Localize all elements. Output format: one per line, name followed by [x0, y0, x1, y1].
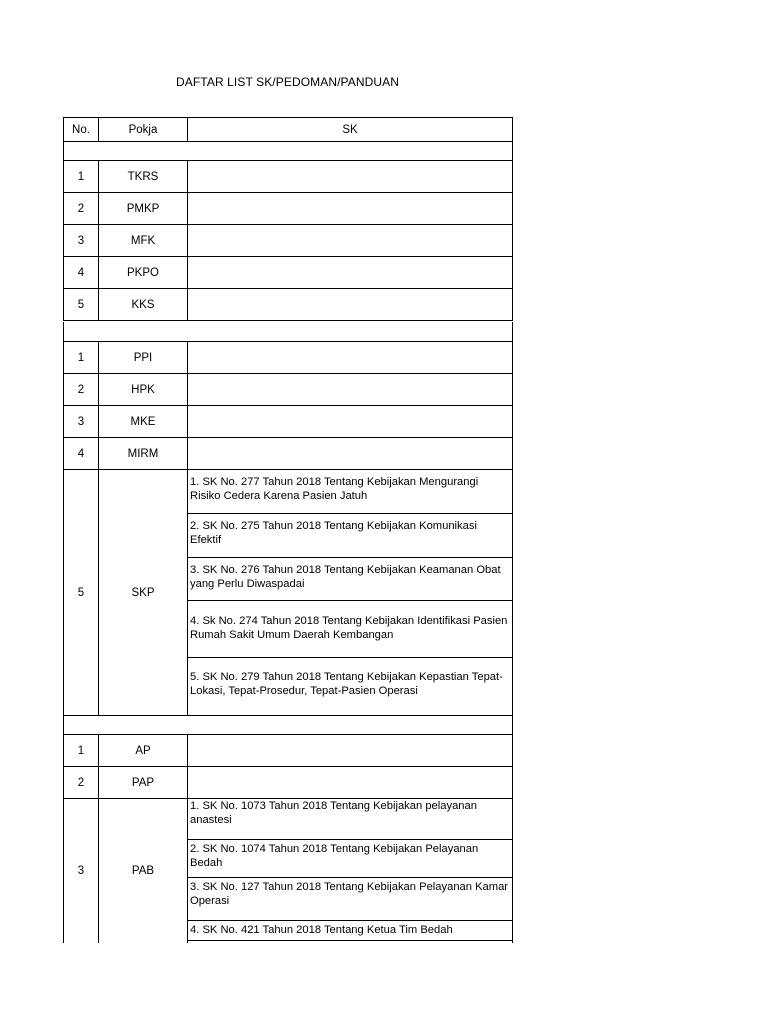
row-no: 4: [64, 438, 99, 469]
row-pokja: KKS: [99, 289, 188, 320]
row-no: 3: [64, 799, 99, 943]
row-no: 5: [64, 289, 99, 320]
row-no: 2: [64, 193, 99, 224]
sk-item: 2. SK No. 275 Tahun 2018 Tentang Kebijakan Komunikasi Efektif: [188, 514, 512, 558]
table-row: [63, 257, 513, 289]
row-no: 3: [64, 225, 99, 256]
sk-item: 1. SK No. 277 Tahun 2018 Tentang Kebijakan Mengurangi Risiko Cedera Karena Pasien Jatuh: [188, 470, 512, 514]
table-row: [63, 767, 513, 799]
row-sk-list: [188, 470, 512, 715]
sk-item: 1. SK No. 1073 Tahun 2018 Tentang Kebijakan pelayanan anastesi: [188, 799, 512, 840]
row-sk-cell: [188, 735, 512, 766]
sk-item: 4. Sk No. 274 Tahun 2018 Tentang Kebijakan Identifikasi Pasien Rumah Sakit Umum Daerah Kembangan: [188, 601, 512, 658]
header-no: No.: [64, 118, 99, 141]
sk-item: 4. SK No. 421 Tahun 2018 Tentang Ketua Tim Bedah: [188, 921, 512, 941]
table-row: [63, 406, 513, 438]
row-sk-cell: [188, 767, 512, 798]
row-no: 1: [64, 161, 99, 192]
row-no: 2: [64, 767, 99, 798]
table-header: [63, 117, 513, 142]
row-sk-cell: [188, 374, 512, 405]
row-sk-cell: [188, 438, 512, 469]
table-row: [63, 193, 513, 225]
header-sk: SK: [342, 123, 358, 136]
row-no: 1: [64, 342, 99, 373]
row-pokja: AP: [99, 735, 188, 766]
row-sk-cell: [188, 342, 512, 373]
group-3: [63, 734, 513, 943]
row-sk-cell: [188, 161, 512, 192]
row-no: 3: [64, 406, 99, 437]
row-sk-cell: [188, 225, 512, 256]
table-row: [63, 225, 513, 257]
row-no: 5: [64, 470, 99, 715]
table-row: [63, 341, 513, 374]
sk-item: 2. SK No. 1074 Tahun 2018 Tentang Kebijakan Pelayanan Bedah: [188, 840, 512, 878]
row-sk-list: [188, 799, 512, 943]
row-pokja: SKP: [99, 470, 188, 715]
row-sk-cell: [188, 193, 512, 224]
row-pokja: PPI: [99, 342, 188, 373]
table-row: [63, 160, 513, 193]
group-spacer: [63, 715, 513, 734]
table-row: [63, 374, 513, 406]
row-pokja: MFK: [99, 225, 188, 256]
group-spacer: [63, 141, 513, 160]
row-pokja: PAB: [99, 799, 188, 943]
row-sk-cell: [188, 257, 512, 288]
row-pokja: MKE: [99, 406, 188, 437]
table-row: [63, 289, 513, 321]
row-pokja: TKRS: [99, 161, 188, 192]
row-pokja: PAP: [99, 767, 188, 798]
row-pokja: PKPO: [99, 257, 188, 288]
sk-item: 3. SK No. 127 Tahun 2018 Tentang Kebijakan Pelayanan Kamar Operasi: [188, 878, 512, 921]
row-sk-cell: [188, 406, 512, 437]
group-1: [63, 160, 513, 321]
group-spacer: [63, 322, 513, 341]
row-no: 1: [64, 735, 99, 766]
row-pokja: MIRM: [99, 438, 188, 469]
row-pokja: PMKP: [99, 193, 188, 224]
document-title: DAFTAR LIST SK/PEDOMAN/PANDUAN: [176, 75, 400, 89]
table-row: [63, 438, 513, 470]
table-row: [63, 734, 513, 767]
row-pokja: HPK: [99, 374, 188, 405]
row-no: 2: [64, 374, 99, 405]
sk-item: 5. SK No. 279 Tahun 2018 Tentang Kebijakan Kepastian Tepat-Lokasi, Tepat-Prosedur, Tepat-Pasien Operasi: [190, 671, 503, 697]
row-no: 4: [64, 257, 99, 288]
table-row: [63, 470, 513, 716]
table-row: [63, 799, 513, 943]
header-pokja: Pokja: [99, 118, 188, 141]
sk-item: 3. SK No. 276 Tahun 2018 Tentang Kebijakan Keamanan Obat yang Perlu Diwaspadai: [188, 558, 512, 601]
group-2: [63, 341, 513, 716]
row-sk-cell: [188, 289, 512, 320]
